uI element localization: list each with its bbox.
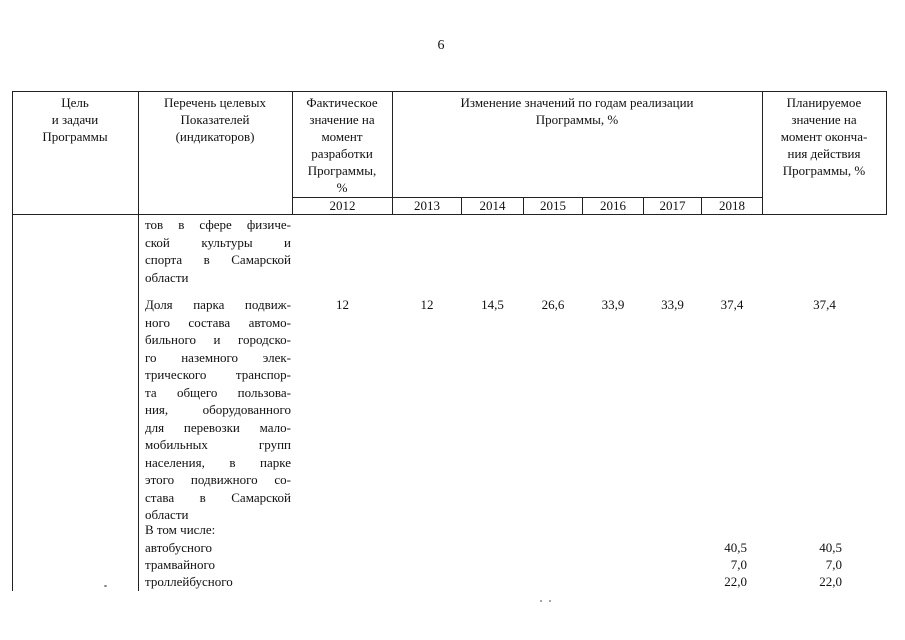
indicator-line: ного состава автомо-: [145, 314, 291, 330]
continuation-line: спорта в Самарской: [145, 252, 291, 267]
col-line-1: [138, 91, 139, 215]
header-actual-line: %: [336, 180, 348, 195]
header-planned-line: Планируемое: [786, 95, 862, 110]
indicator-line: бильного и городско-: [145, 332, 291, 347]
indicator-line: области: [145, 507, 189, 522]
header-actual-line: Фактическое: [306, 95, 378, 110]
value-year: 14,5: [481, 297, 504, 312]
indicator-line: та общего пользова-: [145, 384, 291, 400]
value-year: 26,6: [541, 297, 565, 312]
indicator-col-continuation: [138, 215, 139, 591]
header-goal-line: и задачи: [51, 112, 99, 127]
sub-row-value-2018: 40,5: [724, 540, 747, 555]
value-year: 33,9: [661, 297, 684, 312]
indicator-line: мобильных групп: [145, 437, 291, 452]
value-planned: 37,4: [813, 297, 836, 312]
header-bottom-border: [12, 214, 886, 215]
header-change-line: Программы, %: [535, 112, 619, 127]
continuation-text: [145, 216, 291, 286]
indicator-line: става в Самарской: [145, 489, 291, 505]
header-actual-line: момент: [321, 129, 363, 144]
header-actual-line: Программы,: [307, 163, 377, 178]
header-goal-line: Цель: [61, 95, 89, 110]
header-planned-line: значение на: [791, 112, 857, 127]
header-planned-line: ния действия: [787, 146, 861, 161]
header-year: 2014: [479, 198, 506, 213]
header-indicators-line: Показателей: [180, 112, 250, 127]
value-year: 37,4: [720, 297, 744, 312]
value-year: 12: [420, 297, 434, 312]
header-year: 2018: [719, 198, 745, 213]
header-actual: [294, 94, 390, 196]
scan-speck: [549, 600, 551, 602]
sub-row-label: автобусного: [145, 540, 212, 555]
sub-row-planned: 40,5: [819, 540, 842, 555]
indicator-text: [145, 296, 291, 524]
continuation-line: тов в сфере физиче-: [145, 217, 291, 232]
header-change: [394, 94, 760, 128]
sub-row-value-2018: 7,0: [730, 557, 747, 572]
header-year: 2015: [540, 198, 566, 213]
col-line-0: [12, 91, 13, 215]
sub-row-label: троллейбусного: [145, 574, 233, 589]
header-actual-line: разработки: [311, 146, 373, 161]
header-year: 2013: [414, 198, 440, 213]
header-indicators-line: Перечень целевых: [164, 95, 266, 110]
table-top-border: [12, 91, 886, 92]
sub-row-planned: 7,0: [825, 557, 842, 572]
header-year: 2016: [600, 198, 626, 213]
including-label: В том числе:: [145, 522, 216, 537]
header-planned-line: момент оконча-: [780, 129, 868, 144]
header-planned-line: Программы, %: [782, 163, 866, 178]
header-year-actual: 2012: [329, 198, 356, 213]
col-line-2: [292, 91, 293, 215]
indicator-line: для перевозки мало-: [145, 419, 291, 435]
indicator-line: трического транспор-: [145, 367, 291, 382]
value-year: 33,9: [601, 297, 625, 312]
header-indicators-line: (индикаторов): [175, 129, 255, 144]
continuation-line: области: [145, 269, 189, 285]
col-line-5: [886, 91, 887, 215]
header-planned: [764, 94, 884, 179]
goal-col-continuation: [12, 215, 13, 591]
header-actual-line: значение на: [309, 112, 375, 127]
col-line-3: [392, 91, 393, 215]
header-goal-line: Программы: [42, 129, 108, 144]
page-number: 6: [437, 38, 445, 53]
header-goal: [14, 94, 136, 145]
sub-row-planned: 22,0: [819, 574, 842, 589]
header-change-line: Изменение значений по годам реализации: [460, 95, 694, 110]
value-actual-2012: 12: [336, 297, 349, 312]
indicator-line: Доля парка подвиж-: [145, 297, 291, 312]
indicator-line: этого подвижного со-: [145, 472, 291, 487]
indicator-line: го наземного элек-: [145, 349, 291, 365]
header-indicators: [140, 94, 290, 145]
scan-speck: [104, 585, 107, 587]
col-line-4: [762, 91, 763, 215]
indicator-line: ния, оборудованного: [145, 402, 291, 417]
indicator-line: населения, в парке: [145, 454, 291, 470]
header-year: 2017: [659, 198, 686, 213]
sub-row-label: трамвайного: [145, 557, 215, 572]
scan-speck: [540, 600, 542, 602]
sub-row-value-2018: 22,0: [724, 574, 747, 589]
continuation-line: ской культуры и: [145, 234, 291, 250]
